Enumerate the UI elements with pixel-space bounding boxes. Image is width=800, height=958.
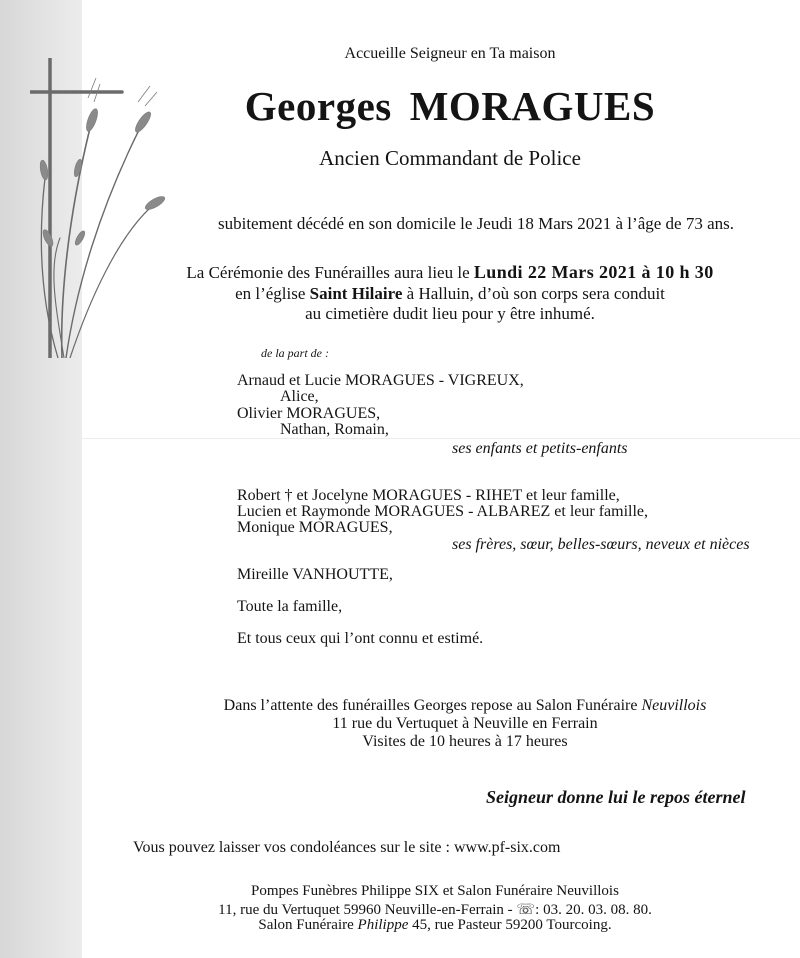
visitation-prefix: Dans l’attente des funérailles Georges repose au Salon Funéraire (223, 697, 638, 714)
family-member: Nathan, Romain, (280, 421, 389, 438)
visitation-place: Neuvillois (641, 697, 707, 714)
verse-line: Accueille Seigneur en Ta maison (344, 45, 556, 62)
footer-line-1: Pompes Funèbres Philippe SIX et Salon Funéraire Neuvillois (251, 883, 619, 899)
family-member: Arnaud et Lucie MORAGUES - VIGREUX, (237, 372, 524, 389)
on-behalf-label: de la part de : (261, 346, 329, 360)
family-member: Lucien et Raymonde MORAGUES - ALBAREZ et leur famille, (237, 503, 649, 520)
footer-address: 11, rue du Vertuquet 59960 Neuville-en-Ferrain - (218, 902, 513, 918)
closing-prayer: Seigneur donne lui le repos éternel (486, 787, 746, 807)
family-member: Alice, (280, 388, 319, 405)
footer-phone: : 03. 20. 03. 08. 80. (535, 902, 652, 918)
salon-name: Philippe (357, 917, 409, 933)
last-name: MORAGUES (409, 83, 656, 129)
page-fold-line (82, 438, 800, 439)
deceased-name (160, 82, 740, 130)
ceremony-line-2 (150, 284, 750, 304)
visitation-line-1 (150, 697, 780, 715)
visitation-line-2: 11 rue du Vertuquet à Neuville en Ferrain (332, 715, 598, 732)
ceremony-line-1 (150, 262, 750, 283)
church-suffix: à Halluin, d’où son corps sera conduit (406, 284, 665, 303)
phone-icon: ☏ (516, 902, 536, 918)
children-caption: ses enfants et petits-enfants (452, 440, 628, 457)
visitation-line-3: Visites de 10 heures à 17 heures (362, 733, 568, 750)
whole-family-line: Toute la famille, (237, 598, 343, 615)
salon-address: 45, rue Pasteur 59200 Tourcoing. (412, 917, 612, 933)
footer-line-3 (150, 917, 720, 934)
death-notice: subitement décédé en son domicile le Jeudi 18 Mars 2021 à l’âge de 73 ans. (218, 214, 734, 233)
first-name: Georges (244, 83, 392, 129)
ceremony-line-3: au cimetière dudit lieu pour y être inhumé. (305, 304, 595, 323)
church-name: Saint Hilaire (309, 284, 403, 303)
church-prefix: en l’église (235, 284, 306, 303)
family-member: Monique MORAGUES, (237, 519, 393, 536)
siblings-caption: ses frères, sœur, belles-sœurs, neveux et nièces (452, 536, 750, 553)
salon-prefix: Salon Funéraire (258, 917, 354, 933)
family-member: Mireille VANHOUTTE, (237, 566, 393, 583)
ceremony-prefix: La Cérémonie des Funérailles aura lieu le (186, 263, 470, 282)
condolences-line: Vous pouvez laisser vos condoléances sur le site : www.pf-six.com (133, 839, 561, 856)
deceased-title: Ancien Commandant de Police (319, 146, 581, 170)
family-member: Olivier MORAGUES, (237, 405, 381, 422)
ceremony-date-time: Lundi 22 Mars 2021 à 10 h 30 (473, 262, 714, 282)
family-member: Robert † et Jocelyne MORAGUES - RIHET et leur famille, (237, 487, 620, 504)
all-others-line: Et tous ceux qui l’ont connu et estimé. (237, 630, 484, 647)
